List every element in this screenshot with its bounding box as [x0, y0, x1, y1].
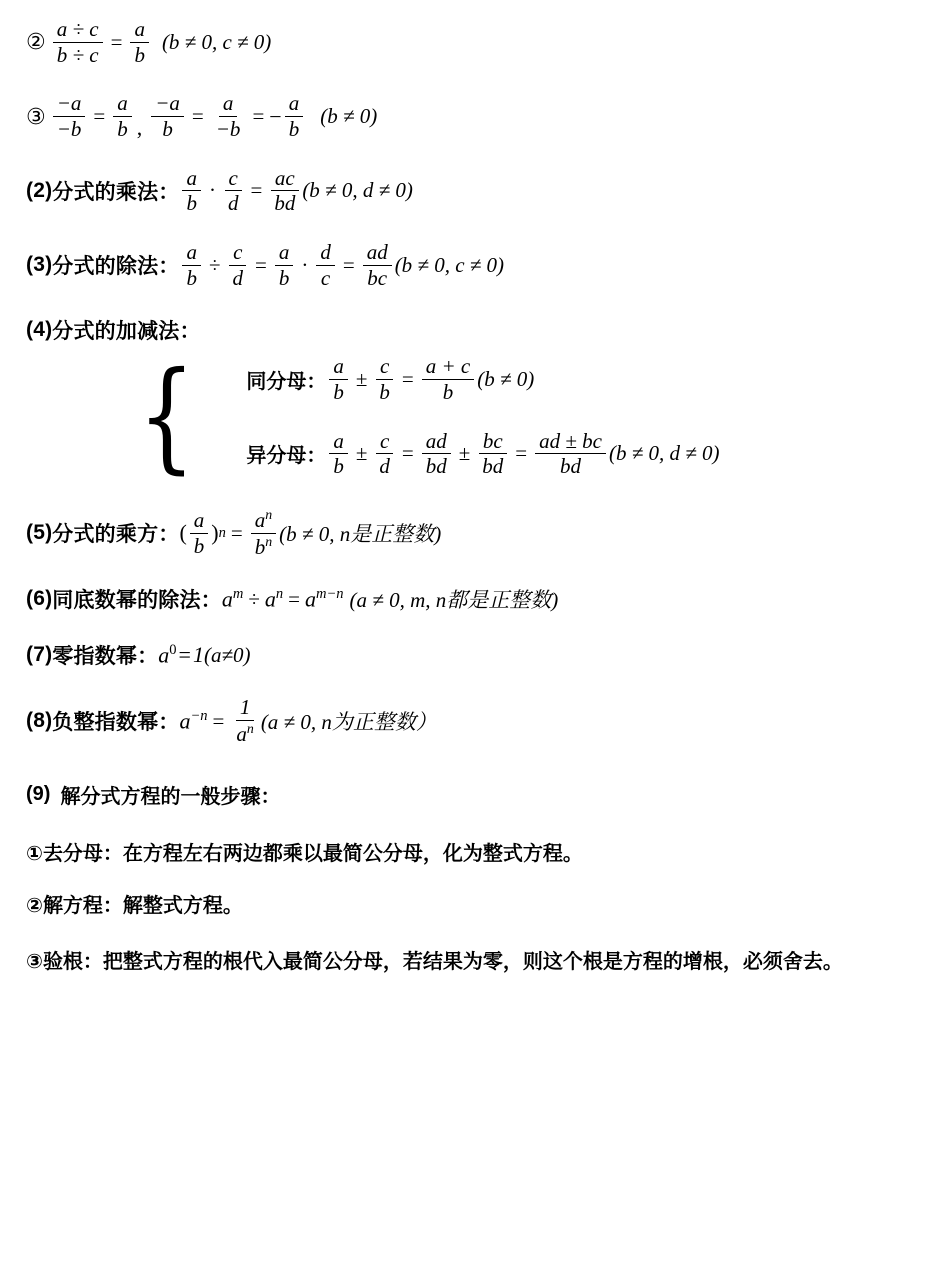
denominator: $b^n$ — [254, 533, 273, 559]
plus-minus-sign: ± — [458, 441, 471, 466]
fraction: $\frac{a}{b}$ — [285, 92, 304, 140]
left-brace: { — [138, 346, 196, 486]
fraction: $\frac{c}{d}$ — [375, 430, 394, 478]
section-marker: (2) — [26, 178, 53, 202]
formula-row-different-denominator — [246, 430, 719, 478]
minus-sign: − — [269, 103, 282, 129]
step-text: 验根：把整式方程的根代入最简公分母，若结果为零，则这个根是方程的增根，必须舍去。 — [42, 950, 843, 973]
condition-text: (a ≠ 0, m, n都是正整数) — [349, 588, 559, 613]
fraction: $\frac{a}{-b}$ — [215, 91, 241, 142]
formula-expression — [179, 508, 441, 558]
fraction: $\frac{ac}{bd}$ — [270, 167, 299, 215]
steps-heading — [26, 780, 919, 809]
condition-text: (b ≠ 0) — [477, 367, 535, 392]
section-label: 负整指数幂： — [52, 711, 180, 735]
section-marker: (3) — [26, 253, 53, 277]
list-marker: ③ — [26, 103, 46, 129]
equals-sign: = — [212, 708, 225, 733]
condition-text: (b ≠ 0, d ≠ 0) — [302, 178, 413, 203]
step-marker: ① — [26, 842, 43, 865]
fraction: $\frac{a}{b}$ — [130, 18, 149, 66]
equals-sign: = — [515, 441, 528, 466]
term: $a^n$ — [264, 586, 284, 612]
fraction: $\frac{ad}{bc}$ — [363, 241, 392, 289]
formula-expression — [326, 355, 534, 403]
condition-text: (b ≠ 0, c ≠ 0) — [161, 29, 272, 54]
formula-expression — [50, 18, 272, 66]
fraction: $\frac{ad \pm bc}{bd}$ — [535, 430, 606, 478]
different-denominator-label: 异分母： — [246, 445, 327, 468]
equals-sign: = — [250, 178, 263, 203]
section-label: 分式的除法： — [52, 255, 180, 279]
same-denominator-label: 同分母： — [246, 371, 327, 394]
condition-text: (a≠0) — [203, 642, 251, 667]
open-paren: ( — [179, 520, 187, 546]
fraction: $\frac{a \div c}{b \div c}$ — [53, 18, 103, 66]
brace-content — [220, 355, 719, 478]
equals-sign: = — [288, 586, 300, 611]
formula-row-same-denominator — [246, 355, 719, 403]
multiply-dot: · — [208, 178, 216, 203]
condition-text: (a ≠ 0, n为正整数） — [260, 710, 437, 735]
step-marker: ② — [26, 894, 43, 917]
step-text: 解方程：解整式方程。 — [42, 894, 243, 917]
section-marker: (4) — [26, 318, 53, 342]
fraction: $\frac{a}{b}$ — [190, 509, 209, 557]
formula-row-item-3 — [26, 92, 919, 140]
fraction: $\frac{a + c}{b}$ — [422, 355, 475, 403]
equals-sign: = — [93, 104, 106, 129]
formula-row-item-2 — [26, 18, 919, 66]
fraction: $\frac{ad}{bd}$ — [422, 430, 451, 478]
step-text: 去分母：在方程左右两边都乘以最简公分母，化为整式方程。 — [42, 842, 583, 865]
formula-row-power — [26, 508, 919, 558]
step-marker: ③ — [26, 950, 43, 973]
section-label: 同底数幂的除法： — [52, 589, 222, 613]
section-label: 解分式方程的一般步骤： — [60, 785, 281, 808]
section-marker: (5) — [26, 521, 53, 545]
condition-text: (b ≠ 0, d ≠ 0) — [608, 441, 720, 466]
formula-expression — [179, 241, 504, 289]
equals-sign: = — [191, 104, 204, 129]
divide-sign: ÷ — [248, 586, 260, 611]
step-item — [26, 839, 919, 869]
section-marker: (6) — [26, 587, 53, 611]
step-item — [26, 891, 919, 921]
term: $a^0$ — [158, 642, 177, 668]
list-marker: ② — [26, 29, 46, 55]
section-marker: (9) — [26, 782, 51, 805]
formula-row-negative-exponent — [26, 696, 919, 745]
formula-row-multiplication — [26, 167, 919, 215]
plus-minus-sign: ± — [355, 367, 368, 392]
term: $a^{m-n}$ — [305, 586, 344, 612]
close-paren: ) — [211, 520, 219, 546]
equals-sign: = — [401, 441, 414, 466]
equals-sign: = — [178, 642, 191, 668]
divide-sign: ÷ — [208, 252, 221, 277]
formula-row-division — [26, 241, 919, 289]
section-label: 分式的加减法： — [52, 320, 201, 344]
section-label: 零指数幂： — [52, 645, 159, 669]
fraction: $\frac{c}{b}$ — [375, 355, 394, 403]
equals-sign: = — [401, 367, 414, 392]
equals-sign: = — [342, 252, 355, 277]
fraction — [251, 508, 276, 558]
fraction: $\frac{c}{d}$ — [229, 241, 248, 289]
fraction: $\frac{a}{b}$ — [329, 430, 348, 478]
equals-sign: = — [230, 520, 243, 545]
fraction: $\frac{-a}{-b}$ — [53, 92, 86, 140]
plus-minus-sign: ± — [355, 441, 368, 466]
formula-row-addsub-heading — [26, 315, 919, 345]
formula-expression — [158, 642, 250, 668]
equals-sign: = — [252, 104, 265, 129]
section-label: 分式的乘方： — [52, 523, 180, 547]
equals-sign: = — [255, 252, 267, 277]
fraction: $\frac{a}{b}$ — [182, 241, 201, 289]
section-label: 分式的乘法： — [52, 180, 180, 204]
fraction: $\frac{bc}{bd}$ — [478, 430, 507, 478]
denominator: $a^n$ — [236, 721, 254, 747]
numerator: $a^n$ — [251, 508, 276, 534]
section-marker: (8) — [26, 709, 53, 733]
condition-text: (b ≠ 0, n是正整数) — [279, 522, 442, 547]
formula-expression — [179, 696, 436, 745]
fraction: $\frac{d}{c}$ — [316, 241, 335, 289]
term: $a^{-n}$ — [179, 707, 208, 734]
fraction: $\frac{a}{b}$ — [275, 241, 294, 289]
fraction: $\frac{1}{a^n}$ — [232, 696, 257, 745]
formula-expression — [326, 430, 719, 478]
equals-sign: = — [110, 29, 123, 54]
fraction: $\frac{-a}{b}$ — [151, 92, 184, 140]
fraction: $\frac{a}{b}$ — [329, 355, 348, 403]
comma-separator: , — [136, 114, 143, 140]
formula-expression — [179, 167, 412, 215]
fraction: $\frac{c}{d}$ — [224, 167, 243, 215]
exponent: n — [218, 524, 226, 541]
step-item — [26, 943, 919, 981]
condition-text: (b ≠ 0, c ≠ 0) — [394, 252, 505, 277]
fraction: $\frac{a}{b}$ — [113, 92, 132, 140]
term: $a^m$ — [221, 586, 244, 612]
section-marker: (7) — [26, 643, 53, 667]
fraction: $\frac{a}{b}$ — [182, 167, 201, 215]
formula-expression — [50, 92, 377, 140]
formula-row-same-base-division — [26, 584, 919, 614]
brace-group — [26, 346, 919, 486]
multiply-dot: · — [301, 252, 309, 277]
formula-expression — [222, 584, 558, 614]
value: 1 — [192, 642, 204, 668]
condition-text: (b ≠ 0) — [320, 104, 378, 129]
formula-row-zero-exponent — [26, 640, 919, 670]
